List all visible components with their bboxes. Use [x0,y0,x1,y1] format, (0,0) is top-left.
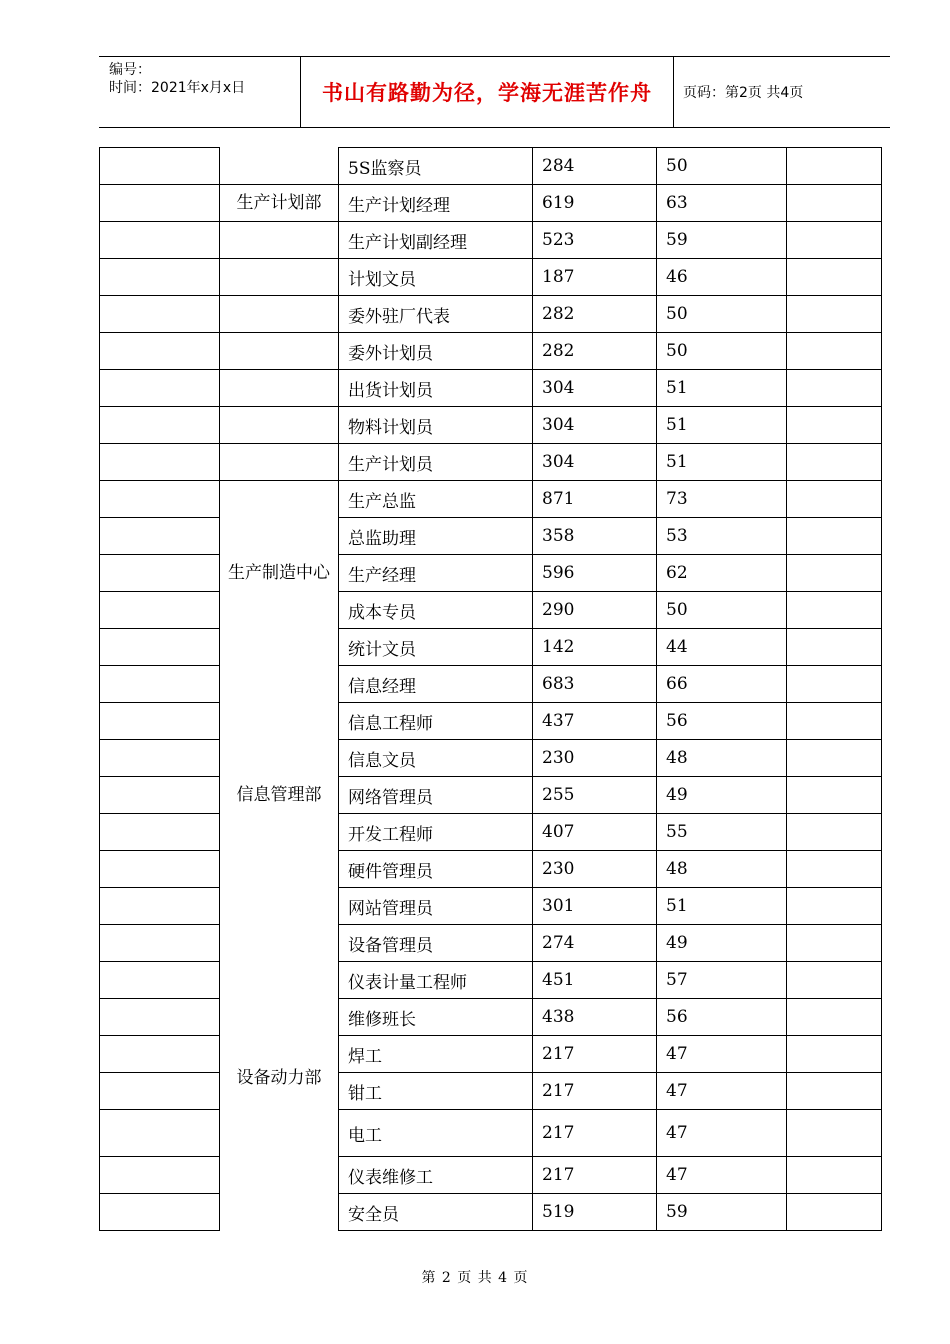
grade-cell: 56 [657,999,787,1036]
remark-cell [787,148,882,185]
grade-cell: 50 [657,592,787,629]
points-cell: 217 [533,1073,657,1110]
remark-cell [787,777,882,814]
position-cell: 设备管理员 [339,925,533,962]
position-cell: 电工 [339,1110,533,1157]
points-cell: 683 [533,666,657,703]
grade-cell: 51 [657,444,787,481]
position-cell: 生产计划员 [339,444,533,481]
blank-cell [100,629,220,666]
table-row [100,1036,882,1073]
grade-cell: 51 [657,370,787,407]
grade-cell: 48 [657,851,787,888]
table-row [100,666,882,703]
department-cell: 设备动力部 [220,925,339,1231]
position-cell: 安全员 [339,1194,533,1231]
position-cell: 委外驻厂代表 [339,296,533,333]
table-row [100,1110,882,1157]
points-cell: 187 [533,259,657,296]
blank-cell [100,1110,220,1157]
table-row [100,1073,882,1110]
grade-cell: 53 [657,518,787,555]
table-row [100,888,882,925]
points-cell: 358 [533,518,657,555]
header-divider [673,57,674,127]
blank-cell [100,407,220,444]
table-row [100,518,882,555]
position-cell: 网站管理员 [339,888,533,925]
grade-cell: 73 [657,481,787,518]
position-cell: 网络管理员 [339,777,533,814]
remark-cell [787,1157,882,1194]
points-cell: 438 [533,999,657,1036]
blank-cell [100,444,220,481]
department-cell [220,148,339,185]
position-cell: 出货计划员 [339,370,533,407]
grade-cell: 48 [657,740,787,777]
position-cell: 焊工 [339,1036,533,1073]
remark-cell [787,407,882,444]
table-row [100,148,882,185]
blank-cell [100,962,220,999]
table-row [100,925,882,962]
blank-cell [100,888,220,925]
grade-cell: 46 [657,259,787,296]
points-cell: 596 [533,555,657,592]
table-row [100,259,882,296]
blank-cell [100,851,220,888]
department-cell [220,296,339,333]
position-cell: 维修班长 [339,999,533,1036]
points-cell: 274 [533,925,657,962]
position-cell: 钳工 [339,1073,533,1110]
position-cell: 生产计划经理 [339,185,533,222]
table-row [100,962,882,999]
table-row [100,444,882,481]
remark-cell [787,1110,882,1157]
blank-cell [100,999,220,1036]
remark-cell [787,999,882,1036]
table-row [100,851,882,888]
position-cell: 生产总监 [339,481,533,518]
grade-cell: 51 [657,888,787,925]
department-cell [220,259,339,296]
remark-cell [787,333,882,370]
table-row [100,592,882,629]
blank-cell [100,259,220,296]
table-row [100,740,882,777]
points-cell: 255 [533,777,657,814]
remark-cell [787,962,882,999]
points-cell: 230 [533,740,657,777]
blank-cell [100,222,220,259]
points-cell: 451 [533,962,657,999]
department-cell [220,222,339,259]
position-cell: 仪表计量工程师 [339,962,533,999]
points-cell: 871 [533,481,657,518]
blank-cell [100,592,220,629]
remark-cell [787,1194,882,1231]
grade-cell: 47 [657,1073,787,1110]
points-cell: 282 [533,296,657,333]
points-cell: 230 [533,851,657,888]
time-label: 时间：2021年x月x日 [109,80,246,96]
department-cell [220,370,339,407]
points-cell: 301 [533,888,657,925]
remark-cell [787,851,882,888]
grade-cell: 63 [657,185,787,222]
position-cell: 计划文员 [339,259,533,296]
grade-cell: 59 [657,222,787,259]
remark-cell [787,370,882,407]
grade-cell: 55 [657,814,787,851]
header-motto: 书山有路勤为径，学海无涯苦作舟 [322,81,652,105]
points-cell: 523 [533,222,657,259]
blank-cell [100,703,220,740]
grade-cell: 50 [657,148,787,185]
blank-cell [100,666,220,703]
grade-cell: 44 [657,629,787,666]
page-footer: 第 2 页 共 4 页 [421,1270,529,1286]
page-header [99,56,890,128]
grade-cell: 47 [657,1110,787,1157]
grade-cell: 50 [657,296,787,333]
grade-cell: 57 [657,962,787,999]
blank-cell [100,481,220,518]
table-row [100,814,882,851]
remark-cell [787,259,882,296]
points-cell: 407 [533,814,657,851]
blank-cell [100,333,220,370]
department-cell [220,407,339,444]
grade-cell: 49 [657,777,787,814]
remark-cell [787,296,882,333]
position-cell: 物料计划员 [339,407,533,444]
grade-cell: 62 [657,555,787,592]
position-cell: 成本专员 [339,592,533,629]
remark-cell [787,1073,882,1110]
remark-cell [787,1036,882,1073]
department-cell [220,333,339,370]
position-cell: 信息文员 [339,740,533,777]
grade-cell: 59 [657,1194,787,1231]
grade-cell: 51 [657,407,787,444]
grade-cell: 47 [657,1036,787,1073]
blank-cell [100,1194,220,1231]
table-row [100,333,882,370]
grade-cell: 66 [657,666,787,703]
header-meta [109,61,299,97]
points-cell: 217 [533,1036,657,1073]
points-cell: 217 [533,1157,657,1194]
position-cell: 生产经理 [339,555,533,592]
table-row [100,555,882,592]
blank-cell [100,925,220,962]
blank-cell [100,1073,220,1110]
remark-cell [787,629,882,666]
table-row [100,481,882,518]
department-cell: 生产制造中心 [220,481,339,666]
blank-cell [100,555,220,592]
table-row [100,703,882,740]
header-page-info: 页码：第2页 共4页 [683,85,804,101]
remark-cell [787,444,882,481]
table-row [100,370,882,407]
position-cell: 生产计划副经理 [339,222,533,259]
remark-cell [787,666,882,703]
points-cell: 217 [533,1110,657,1157]
position-cell: 统计文员 [339,629,533,666]
position-grade-table [99,147,882,1231]
remark-cell [787,814,882,851]
points-cell: 282 [533,333,657,370]
position-cell: 总监助理 [339,518,533,555]
points-cell: 437 [533,703,657,740]
blank-cell [100,370,220,407]
position-cell: 开发工程师 [339,814,533,851]
remark-cell [787,888,882,925]
position-cell: 硬件管理员 [339,851,533,888]
blank-cell [100,777,220,814]
position-cell: 信息工程师 [339,703,533,740]
remark-cell [787,518,882,555]
points-cell: 304 [533,444,657,481]
table-row [100,185,882,222]
table-row [100,222,882,259]
position-cell: 5S监察员 [339,148,533,185]
grade-cell: 49 [657,925,787,962]
table-row [100,296,882,333]
department-cell: 生产计划部 [220,185,339,222]
points-cell: 304 [533,407,657,444]
points-cell: 290 [533,592,657,629]
remark-cell [787,222,882,259]
table-row [100,407,882,444]
grade-cell: 47 [657,1157,787,1194]
position-cell: 委外计划员 [339,333,533,370]
remark-cell [787,740,882,777]
remark-cell [787,481,882,518]
remark-cell [787,185,882,222]
blank-cell [100,148,220,185]
points-cell: 519 [533,1194,657,1231]
points-cell: 304 [533,370,657,407]
table-row [100,999,882,1036]
blank-cell [100,296,220,333]
position-cell: 仪表维修工 [339,1157,533,1194]
points-cell: 284 [533,148,657,185]
remark-cell [787,925,882,962]
department-cell: 信息管理部 [220,666,339,925]
serial-label: 编号： [109,62,151,78]
department-cell [220,444,339,481]
table-row [100,629,882,666]
blank-cell [100,518,220,555]
blank-cell [100,1036,220,1073]
blank-cell [100,740,220,777]
points-cell: 142 [533,629,657,666]
table-body [100,148,882,1231]
points-cell: 619 [533,185,657,222]
grade-cell: 56 [657,703,787,740]
table-row [100,1194,882,1231]
table-row [100,1157,882,1194]
grade-cell: 50 [657,333,787,370]
blank-cell [100,1157,220,1194]
blank-cell [100,814,220,851]
remark-cell [787,703,882,740]
blank-cell [100,185,220,222]
position-cell: 信息经理 [339,666,533,703]
remark-cell [787,592,882,629]
remark-cell [787,555,882,592]
table-row [100,777,882,814]
